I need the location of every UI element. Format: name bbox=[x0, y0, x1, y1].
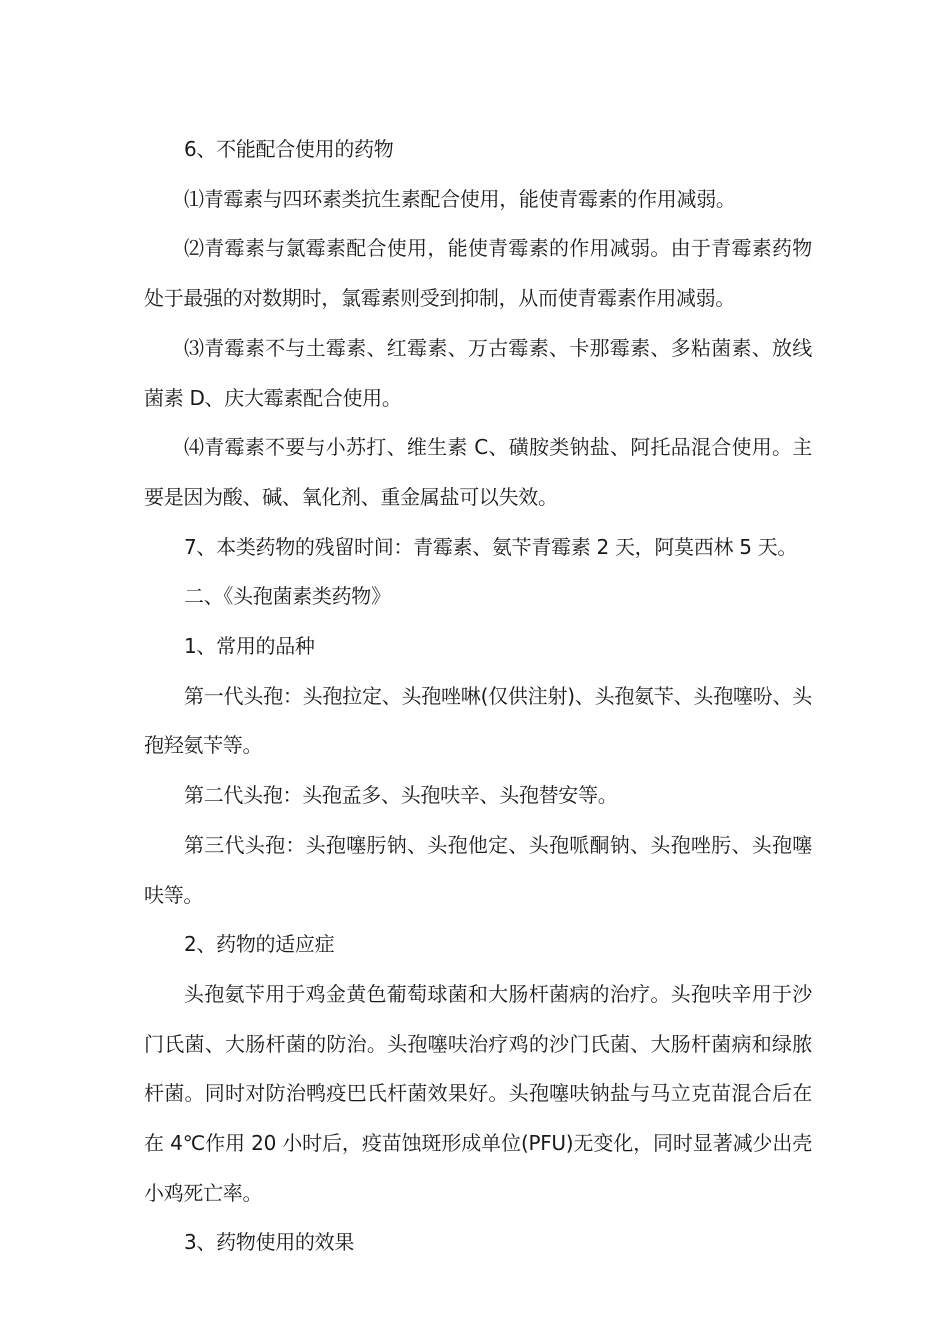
section-heading-residue-time: 7、本类药物的残留时间：青霉素、氨苄青霉素 2 天，阿莫西林 5 天。 bbox=[184, 534, 798, 559]
paragraph-third-generation: 第三代头孢：头孢噻肟钠、头孢他定、头孢哌酮钠、头孢唑肟、头孢噻呋等。 bbox=[144, 832, 812, 907]
paragraph-item-3: ⑶青霉素不与土霉素、红霉素、万古霉素、卡那霉素、多粘菌素、放线菌素 D、庆大霉素配合使用。 bbox=[144, 335, 812, 410]
paragraph-item-2: ⑵青霉素与氯霉素配合使用，能使青霉素的作用减弱。由于青霉素药物处于最强的对数期时，氯霉素则受到抑制，从而使青霉素作用减弱。 bbox=[144, 236, 812, 311]
paragraph-second-generation: 第二代头孢：头孢孟多、头孢呋辛、头孢替安等。 bbox=[184, 783, 618, 808]
paragraph-item-1: ⑴青霉素与四环素类抗生素配合使用，能使青霉素的作用减弱。 bbox=[184, 186, 736, 211]
paragraph-first-generation: 第一代头孢：头孢拉定、头孢唑啉(仅供注射)、头孢氨苄、头孢噻吩、头孢羟氨苄等。 bbox=[144, 683, 812, 758]
paragraph-indications: 头孢氨苄用于鸡金黄色葡萄球菌和大肠杆菌病的治疗。头孢呋辛用于沙门氏菌、大肠杆菌的防治。头孢噻呋治疗鸡的沙门氏菌、大肠杆菌病和绿脓杆菌。同时对防治鸭疫巴氏杆菌效果好。头孢噻呋钠盐与马立克苗混合后在在 4℃作用 20 小时后，疫苗蚀斑形成单位(PFU)无变化，同时显著减少出壳小鸡死亡率。 bbox=[144, 981, 812, 1205]
section-heading-incompatible-drugs: 6、不能配合使用的药物 bbox=[184, 137, 394, 161]
document-body bbox=[144, 125, 812, 1268]
section-heading-effects: 3、药物使用的效果 bbox=[184, 1230, 355, 1255]
section-heading-common-varieties: 1、常用的品种 bbox=[184, 634, 315, 659]
chapter-heading-cephalosporins: 二、《头孢菌素类药物》 bbox=[184, 584, 391, 609]
section-heading-indications: 2、药物的适应症 bbox=[184, 932, 335, 957]
paragraph-item-4: ⑷青霉素不要与小苏打、维生素 C、磺胺类钠盐、阿托品混合使用。主要是因为酸、碱、氧化剂、重金属盐可以失效。 bbox=[144, 435, 812, 509]
